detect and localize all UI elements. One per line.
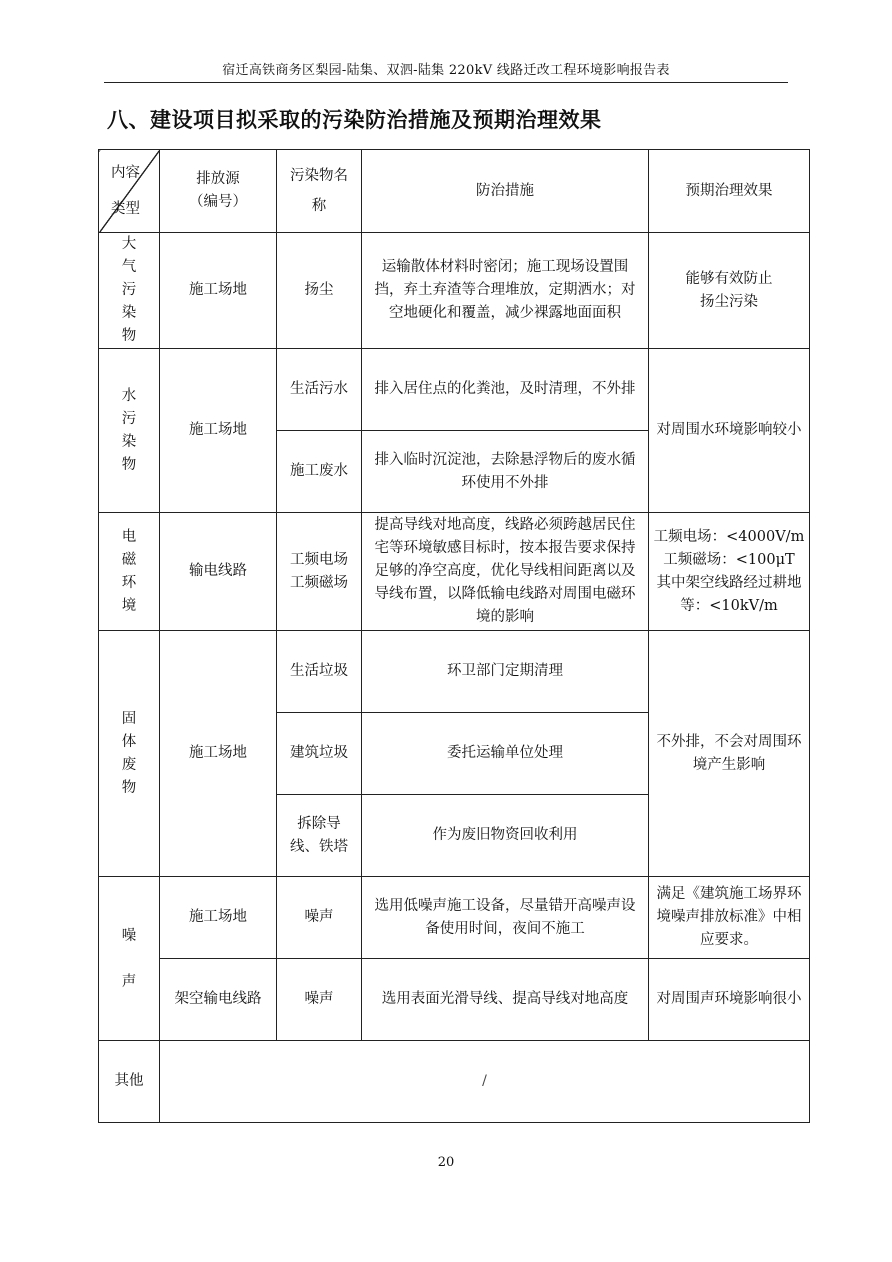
- table-row: [99, 631, 810, 713]
- measure-noise-line: 选用表面光滑导线、提高导线对地高度: [362, 959, 649, 1041]
- page-number: 20: [437, 1155, 455, 1170]
- measure-water-domestic: 排入居住点的化粪池，及时清理，不外排: [362, 349, 649, 431]
- measure-solid-demolition: 作为废旧物资回收利用: [362, 795, 649, 877]
- table-row: [99, 513, 810, 631]
- header-pollutant: 污染物名称: [277, 150, 362, 233]
- section-title: 八、建设项目拟采取的污染防治措施及预期治理效果: [107, 108, 602, 132]
- content-other: /: [160, 1041, 810, 1123]
- effect-em-field: 工频电场：<4000V/m: [653, 528, 805, 545]
- corner-header-cell: [99, 150, 160, 233]
- effect-solid: 不外排，不会对周围环境产生影响: [649, 631, 810, 877]
- header-source: 排放源（编号）: [160, 150, 277, 233]
- pollutant-noise-site: 噪声: [277, 877, 362, 959]
- effect-em: [649, 513, 810, 631]
- pollutant-noise-line: 噪声: [277, 959, 362, 1041]
- pollutant-air: 扬尘: [277, 233, 362, 349]
- pollutant-water-domestic: 生活污水: [277, 349, 362, 431]
- source-noise-line: 架空输电线路: [160, 959, 277, 1041]
- measure-solid-domestic: 环卫部门定期清理: [362, 631, 649, 713]
- source-noise-site: 施工场地: [160, 877, 277, 959]
- corner-label-content: 内容: [111, 165, 140, 181]
- type-other: 其他: [99, 1041, 160, 1123]
- corner-label-type: 类型: [111, 201, 140, 217]
- measure-air: 运输散体材料时密闭；施工现场设置围挡，弃土弃渣等合理堆放，定期洒水；对空地硬化和覆盖，减少裸露地面面积: [362, 233, 649, 349]
- effect-water: 对周围水环境影响较小: [649, 349, 810, 513]
- measure-em: 提高导线对地高度，线路必须跨越居民住宅等环境敏感目标时，按本报告要求保持足够的净空高度，优化导线相间距离以及导线布置，以降低输电线路对周围电磁环境的影响: [362, 513, 649, 631]
- pollutant-em: 工频电场工频磁场: [277, 513, 362, 631]
- table-row: [99, 233, 810, 349]
- source-em: 输电线路: [160, 513, 277, 631]
- table-row: [99, 349, 810, 431]
- source-solid: 施工场地: [160, 631, 277, 877]
- table-row: [99, 877, 810, 959]
- source-air: 施工场地: [160, 233, 277, 349]
- type-noise: 噪声: [99, 877, 160, 1041]
- document-header: 宿迁高铁商务区梨园-陆集、双泗-陆集 220kV 线路迁改工程环境影响报告表: [222, 63, 670, 78]
- effect-air: 能够有效防止扬尘污染: [649, 233, 810, 349]
- pollutant-water-construction: 施工废水: [277, 431, 362, 513]
- pollutant-solid-demolition: 拆除导线、铁塔: [277, 795, 362, 877]
- type-em: 电磁环境: [99, 513, 160, 631]
- measure-solid-construction: 委托运输单位处理: [362, 713, 649, 795]
- table-row: [99, 959, 810, 1041]
- table-header-row: [99, 150, 810, 233]
- header-measures: 防治措施: [362, 150, 649, 233]
- type-water: 水污染物: [99, 349, 160, 513]
- source-water: 施工场地: [160, 349, 277, 513]
- header-effect: 预期治理效果: [649, 150, 810, 233]
- measure-noise-site: 选用低噪声施工设备，尽量错开高噪声设备使用时间，夜间不施工: [362, 877, 649, 959]
- header-rule: [104, 82, 788, 83]
- pollution-measures-table: [98, 149, 810, 1123]
- type-solid: 固体废物: [99, 631, 160, 877]
- effect-noise-line: 对周围声环境影响很小: [649, 959, 810, 1041]
- effect-em-farmland: 其中架空线路经过耕地等：<10kV/m: [656, 574, 802, 614]
- effect-em-magnetic: 工频磁场：<100μT: [663, 551, 795, 568]
- pollutant-solid-construction: 建筑垃圾: [277, 713, 362, 795]
- pollutant-solid-domestic: 生活垃圾: [277, 631, 362, 713]
- table-row: [99, 1041, 810, 1123]
- measure-water-construction: 排入临时沉淀池，去除悬浮物后的废水循环使用不外排: [362, 431, 649, 513]
- effect-noise-site: 满足《建筑施工场界环境噪声排放标准》中相应要求。: [649, 877, 810, 959]
- type-air: 大气污染物: [99, 233, 160, 349]
